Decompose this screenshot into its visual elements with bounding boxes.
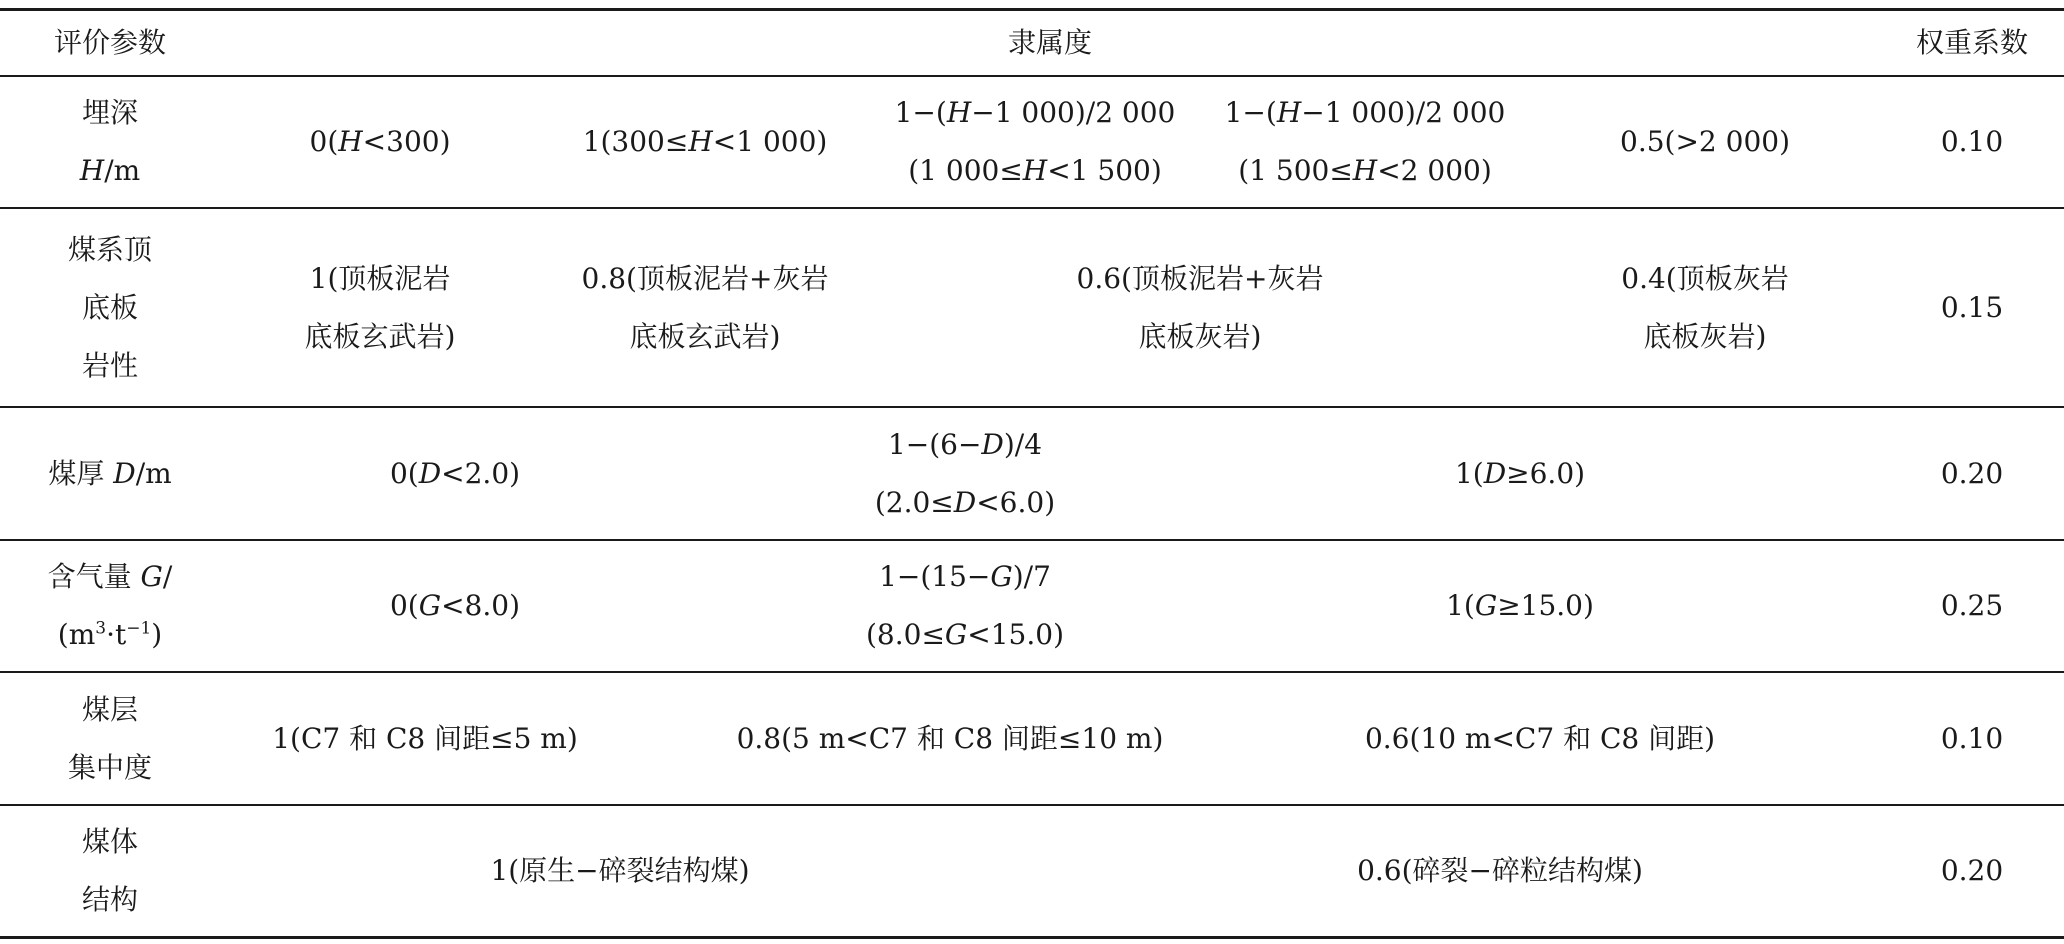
membership-cell: 0.4(顶板灰岩 底板灰岩) — [1621, 261, 1789, 353]
membership-cell: 0(G<8.0) — [389, 589, 521, 622]
membership-cell: 1−(15−G)/7 (8.0≤G<15.0) — [865, 560, 1065, 651]
membership-cell: 0.5(>2 000) — [1620, 125, 1790, 158]
weight-cell: 0.20 — [1940, 854, 2004, 887]
param-cell-depth: 埋深 H/m — [79, 96, 141, 187]
membership-cell: 1−(H−1 000)/2 000 (1 000≤H<1 500) — [894, 96, 1176, 187]
bottom-rule — [0, 936, 2064, 939]
membership-cell: 1−(6−D)/4 (2.0≤D<6.0) — [874, 427, 1056, 519]
header-membership: 隶属度 — [1007, 25, 1092, 59]
membership-cell: 0.6(顶板泥岩+灰岩 底板灰岩) — [1076, 261, 1324, 353]
weight-cell: 0.20 — [1940, 456, 2004, 490]
param-cell-concentration: 煤层 集中度 — [67, 692, 152, 784]
membership-cell: 1(C7 和 C8 间距≤5 m) — [272, 721, 578, 755]
membership-cell: 0.8(顶板泥岩+灰岩 底板玄武岩) — [581, 261, 829, 353]
weight-cell: 0.10 — [1940, 125, 2004, 158]
param-cell-thickness: 煤厚 D/m — [48, 456, 172, 490]
membership-cell: 1(D≥6.0) — [1454, 456, 1586, 490]
membership-cell: 1(顶板泥岩 底板玄武岩) — [304, 261, 456, 353]
weight-cell: 0.25 — [1940, 589, 2004, 622]
param-cell-gas-content: 含气量 G/ $(m^3\cdot t^{-1})$ — [47, 560, 173, 651]
membership-cell: 0(D<2.0) — [389, 456, 521, 490]
weight-cell: 0.15 — [1940, 290, 2004, 324]
header-param: 评价参数 — [53, 25, 166, 59]
membership-cell: 1(原生−碎裂结构煤) — [490, 854, 750, 887]
membership-cell: 0(H<300) — [309, 125, 451, 158]
param-cell-lithology: 煤系顶 底板 岩性 — [67, 232, 152, 382]
membership-cell: 0.6(碎裂−碎粒结构煤) — [1357, 854, 1643, 887]
param-cell-structure: 煤体 结构 — [81, 825, 138, 916]
membership-cell: 0.6(10 m<C7 和 C8 间距) — [1364, 721, 1716, 755]
membership-cell: 1(300≤H<1 000) — [582, 125, 828, 158]
membership-cell: 1(G≥15.0) — [1446, 589, 1594, 622]
membership-cell: 1−(H−1 000)/2 000 (1 500≤H<2 000) — [1224, 96, 1506, 187]
membership-cell: 0.8(5 m<C7 和 C8 间距≤10 m) — [736, 721, 1164, 755]
weight-cell: 0.10 — [1940, 721, 2004, 755]
header-weight: 权重系数 — [1915, 25, 2028, 59]
